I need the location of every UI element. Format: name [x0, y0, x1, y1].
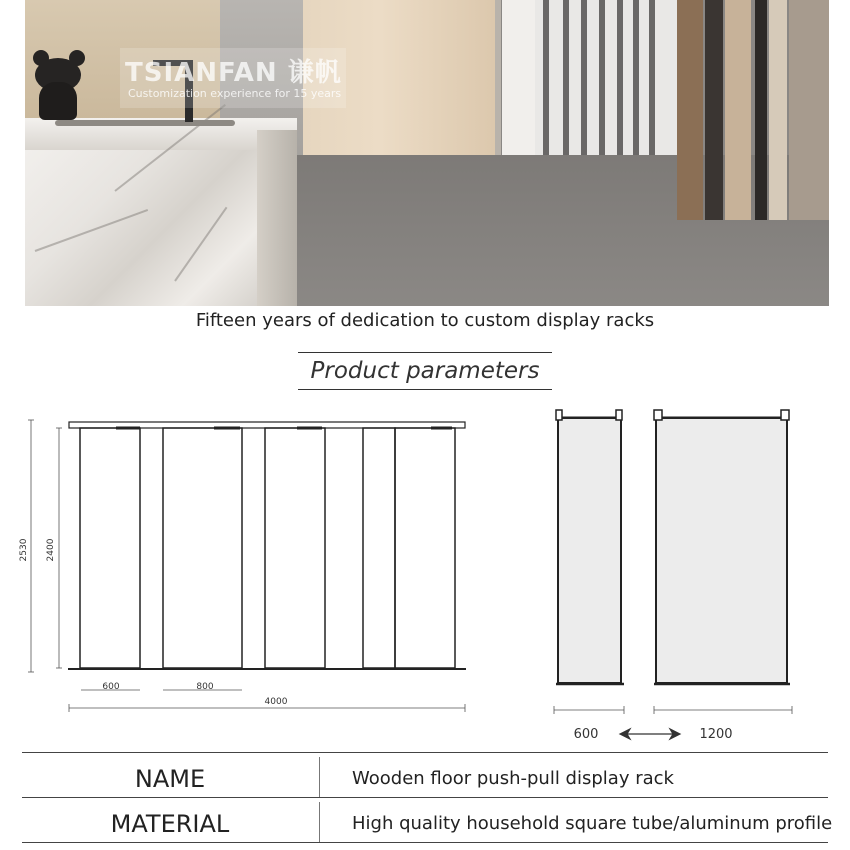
wood-tile-panel	[677, 0, 703, 220]
dimension-height-inner: 2400	[46, 538, 56, 562]
spec-row-name	[22, 752, 828, 797]
brand-tagline: Customization experience for 15 years	[128, 87, 342, 100]
spec-key: NAME	[134, 765, 206, 793]
technical-drawing	[0, 395, 850, 750]
brand-name: TSIANFAN 谦帆	[125, 58, 342, 88]
dimension-width-large: 800	[196, 682, 214, 692]
front-view	[68, 422, 466, 669]
dimension-side-large: 1200	[699, 727, 733, 742]
side-view-small	[556, 410, 624, 684]
side-view-large	[654, 410, 790, 684]
spec-key: MATERIAL	[110, 810, 230, 838]
wood-tile-panel	[725, 0, 751, 220]
spec-table	[22, 752, 833, 843]
dimension-side-small: 600	[573, 727, 599, 742]
spec-value: High quality household square tube/aluminum profile	[352, 813, 833, 834]
wood-tile-panel	[705, 0, 723, 220]
wood-tile-panel	[769, 0, 787, 220]
tagline: Fifteen years of dedication to custom display racks	[195, 310, 655, 331]
dimension-width-small: 600	[102, 682, 120, 692]
display-rack-background	[535, 0, 685, 155]
sink	[55, 120, 235, 126]
marble-counter-side	[257, 130, 297, 306]
hero-photo	[25, 0, 829, 306]
double-arrow-icon	[620, 729, 680, 739]
spec-value: Wooden floor push-pull display rack	[352, 768, 674, 789]
section-title: Product parameters	[298, 352, 552, 390]
wood-tile-panel	[789, 0, 829, 220]
dimension-width-total: 4000	[264, 697, 288, 707]
spec-row-material	[22, 797, 833, 843]
wood-tile-panel	[755, 0, 767, 220]
dimension-height-outer: 2530	[19, 538, 29, 562]
